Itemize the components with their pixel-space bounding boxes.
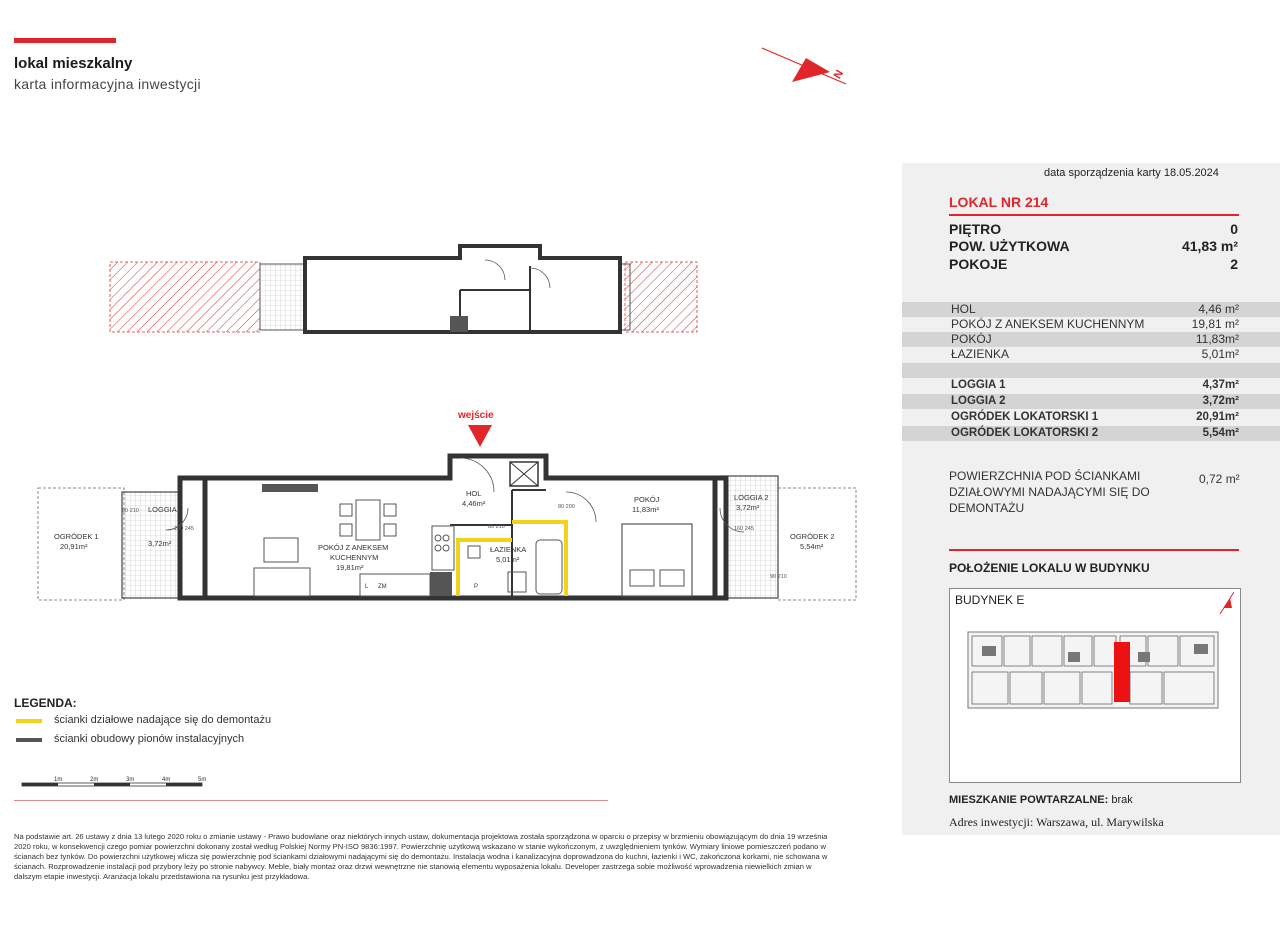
repeat-apartment-value: brak — [1111, 794, 1133, 806]
label-garden2-name: OGRÓDEK 2 — [790, 532, 835, 541]
demolition-area-label: POWIERZCHNIA POD ŚCIANKAMI DZIAŁOWYMI NADAJĄCYMI SIĘ DO DEMONTAŻU — [949, 469, 1150, 515]
scale-2m: 2m — [90, 777, 99, 783]
label-garden1-area: 20,91m² — [60, 542, 88, 551]
dim-window-200-245: 200 245 — [174, 526, 194, 532]
label-loggia1-name: LOGGIA 1 — [148, 505, 183, 514]
building-plan-thumbnail — [962, 590, 1234, 720]
legend-item-demolition: ścianki działowe nadające się do demontażu — [54, 714, 272, 726]
label-bath-area: 5,01m² — [496, 555, 520, 564]
label-loggia2-area: 3,72m² — [736, 503, 760, 512]
dim-door-80-200: 80 200 — [558, 504, 575, 510]
compass-label: N — [831, 68, 847, 81]
label-living-name-2: KUCHENNYM — [330, 553, 379, 562]
lokal-number: LOKAL NR 214 — [949, 194, 1049, 210]
entrance-label: wejście — [458, 410, 494, 421]
scale-bar — [18, 774, 218, 790]
extra-row: LOGGIA 2 3,72m² — [902, 394, 1280, 409]
extra-row: LOGGIA 1 4,37m² — [951, 379, 1239, 391]
repeat-apartment: MIESZKANIE POWTARZALNE: brak — [949, 794, 1133, 806]
building-label: BUDYNEK E — [955, 593, 1025, 607]
summary-area-label: POW. UŻYTKOWA — [949, 238, 1070, 254]
dim-window-160-245: 160 245 — [734, 526, 754, 532]
position-divider — [949, 549, 1239, 551]
label-garden2-area: 5,54m² — [800, 542, 824, 551]
document-subtitle: karta informacyjna inwestycji — [14, 76, 201, 92]
room-row: ŁAZIENKA 5,01m² — [951, 347, 1239, 361]
dim-door-90-210-a: 90 210 — [122, 508, 139, 514]
card-date-value: 18.05.2024 — [1163, 167, 1219, 179]
label-hol-name: HOL — [466, 489, 482, 498]
footer-divider — [14, 800, 608, 801]
summary-rooms-label: POKOJE — [949, 256, 1008, 272]
summary-rooms-value: 2 — [1230, 256, 1238, 272]
room-row: POKÓJ Z ANEKSEM KUCHENNYM 19,81 m² — [951, 317, 1239, 331]
room-row: POKÓJ 11,83m² — [902, 332, 1280, 347]
dim-door-90-210-b: 90 210 — [770, 574, 787, 580]
label-living-name-1: POKÓJ Z ANEKSEM — [318, 543, 389, 552]
label-garden1-name: OGRÓDEK 1 — [54, 532, 99, 541]
card-date: data sporządzenia karty 18.05.2024 — [1044, 167, 1219, 179]
investment-address: Adres inwestycji: Warszawa, ul. Marywilska — [949, 815, 1164, 829]
legal-footnote: Na podstawie art. 26 ustawy z dnia 13 lutego 2020 roku o zmianie ustawy - Prawo budowlane oraz niektórych innych ustaw, dokumentacja projektowa została sporządzona w oparciu o przepisy w brzmieniu obowiązującym do dnia 19 września 2020 roku, w konsekwencji czego pomiar powierzchni dokonany został według Polskiej Normy PN-ISO 9836:1997. Powierzchnię użytkową wskazano w stanie wykończonym, z uwzględnieniem tynków. Wymiary liniowe pomieszczeń podano w ścianach bez tynków. Do powierzchni użytkowej wlicza się powierzchnię pod ściankami działowymi nadającymi się do demontażu. Instalacja wodna i kanalizacyjna doprowadzona do kuchni, łazienki i WC, zakończona korkami, nie schowana w ścianach. Rozprowadzenie instalacji pod przybory leży po stronie nabywcy. Meble, biały montaż oraz drzwi wewnętrzne nie stanowią elementu wyposażenia lokalu. Developer zastrzega sobie możliwość wprowadzenia niewielkich zmian w dalszym etapie inwestycji. Aranżacja lokalu przedstawiona na rysunku jest przykładowa. — [14, 832, 828, 881]
extra-row: OGRÓDEK LOKATORSKI 2 5,54m² — [902, 426, 1280, 441]
room-spacer-row — [902, 363, 1280, 378]
kitchen-p: P — [474, 584, 479, 590]
scale-5m: 5m — [198, 777, 207, 783]
compass-north-icon — [760, 44, 850, 88]
scale-3m: 3m — [126, 777, 135, 783]
summary-floor-value: 0 — [1230, 221, 1238, 237]
label-bath-name: ŁAZIENKA — [490, 545, 527, 554]
demolition-area-value: 0,72 m² — [1199, 472, 1240, 486]
legend-swatch-yellow — [16, 719, 42, 723]
label-room-name: POKÓJ — [634, 495, 660, 504]
main-floor-plan — [30, 450, 860, 610]
label-loggia1-area: 3,72m² — [148, 539, 172, 548]
dim-door-80-210: 80 210 — [488, 524, 505, 530]
summary-area-value: 41,83 m² — [1181, 238, 1238, 254]
room-row: HOL 4,46 m² — [902, 302, 1280, 317]
apartment-walls — [180, 456, 726, 598]
label-room-area: 11,83m² — [632, 505, 659, 514]
legend-title: LEGENDA: — [14, 696, 77, 710]
legend-swatch-gray — [16, 738, 42, 742]
unit-location-highlight — [1114, 642, 1130, 702]
extra-row: OGRÓDEK LOKATORSKI 1 20,91m² — [951, 411, 1239, 423]
kitchen-l: L — [365, 584, 369, 590]
label-hol-area: 4,46m² — [462, 499, 486, 508]
summary-floor-label: PIĘTRO — [949, 221, 1002, 237]
header-accent-bar — [14, 38, 116, 43]
label-living-area: 19,81m² — [336, 563, 364, 572]
entrance-arrow-icon — [466, 423, 494, 449]
kitchen-zm: ZM — [378, 584, 387, 590]
scale-4m: 4m — [162, 777, 171, 783]
upper-floor-plan — [100, 240, 710, 340]
legend-item-shaft: ścianki obudowy pionów instalacyjnych — [54, 733, 245, 745]
lokal-divider — [949, 214, 1239, 216]
installation-shaft-1 — [430, 572, 452, 596]
label-loggia2-name: LOGGIA 2 — [734, 493, 769, 502]
document-title: lokal mieszkalny — [14, 55, 133, 72]
position-title: POŁOŻENIE LOKALU W BUDYNKU — [949, 561, 1150, 575]
scale-1m: 1m — [54, 777, 63, 783]
